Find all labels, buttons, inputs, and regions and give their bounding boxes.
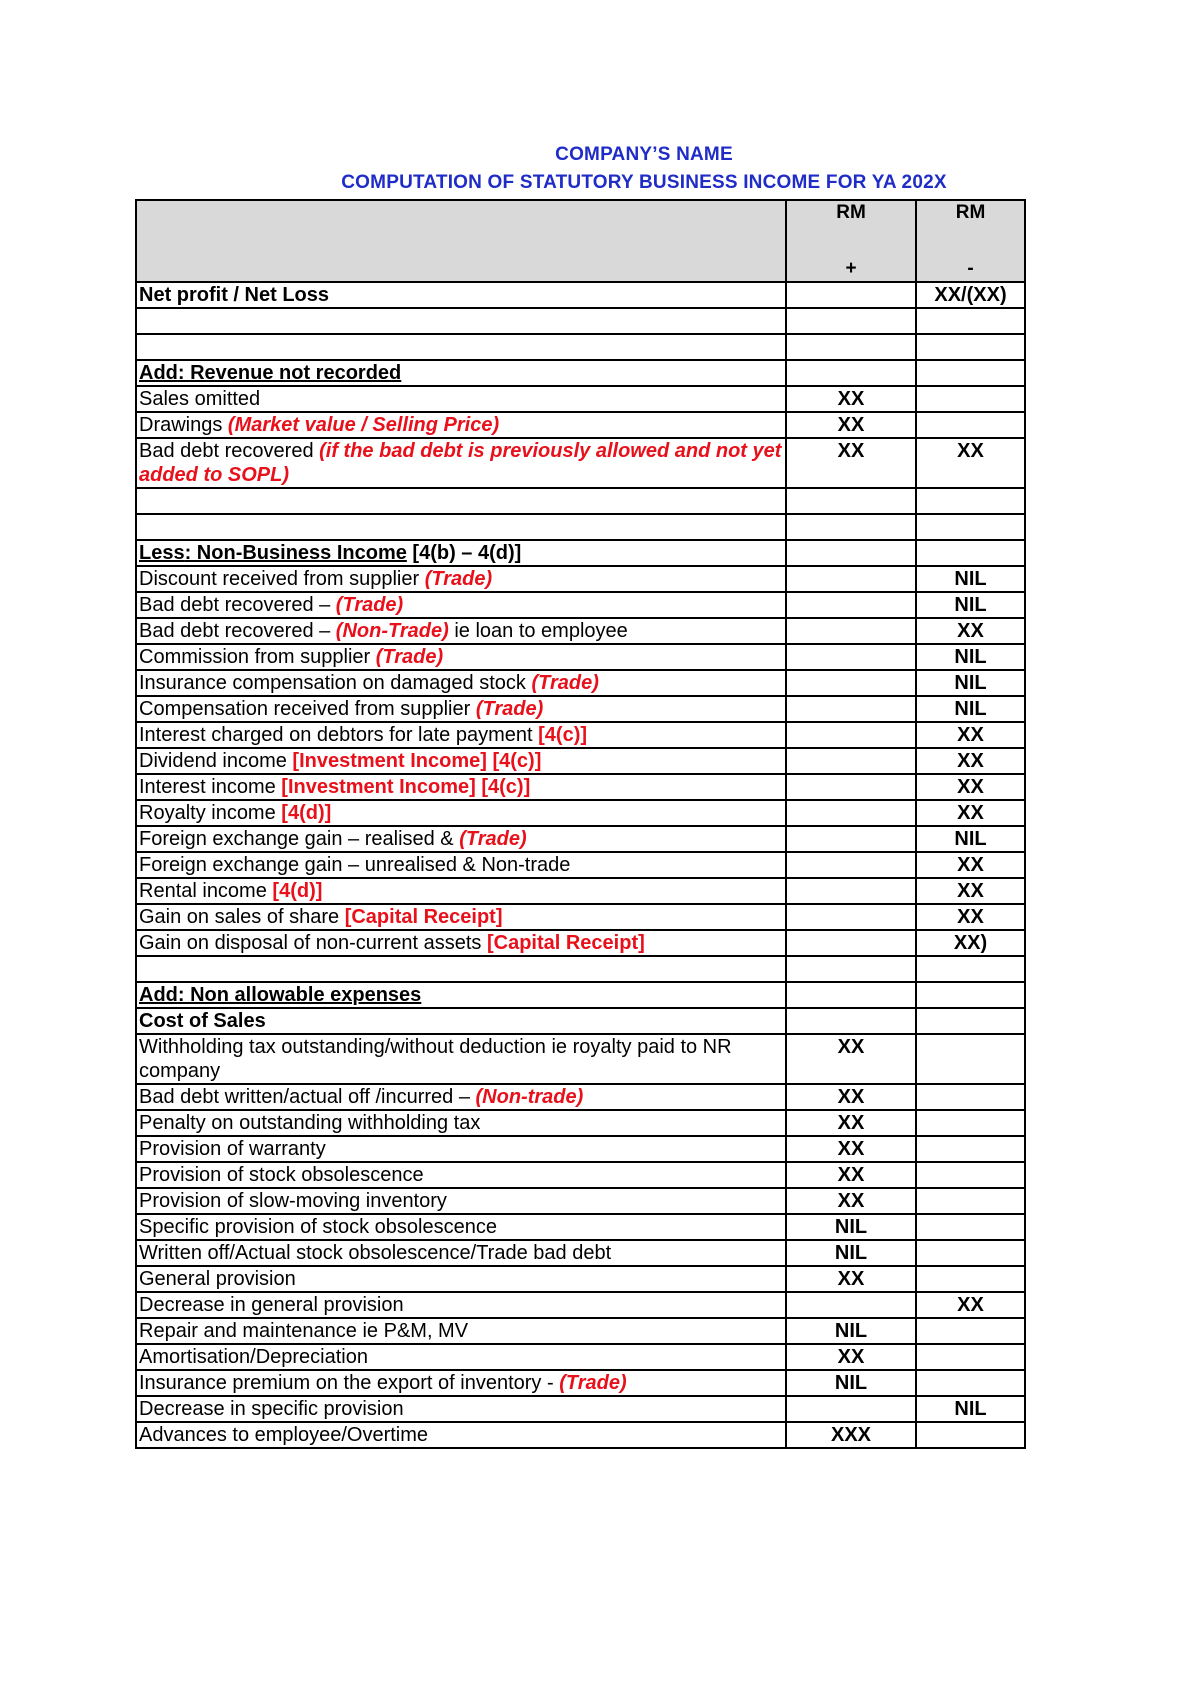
row-label: Drawings [139, 414, 228, 436]
row-label: Penalty on outstanding withholding tax [136, 1110, 786, 1136]
table-row [136, 1136, 1025, 1162]
row-label: Compensation received from supplier [139, 698, 476, 720]
table-row [136, 412, 1025, 438]
minus-value: XX [916, 852, 1025, 878]
row-label: Withholding tax outstanding/without deduction ie royalty paid to NR company [136, 1034, 786, 1084]
plus-value: XX [786, 1110, 916, 1136]
row-label: Bad debt recovered [139, 440, 320, 462]
section-prefix: Less [139, 542, 185, 564]
table-row [136, 1214, 1025, 1240]
row-label: Insurance premium on the export of inventory - [139, 1372, 560, 1394]
table-row [136, 1188, 1025, 1214]
table-row [136, 696, 1025, 722]
plus-value: NIL [786, 1214, 916, 1240]
row-label: Bad debt written/actual off /incurred – [139, 1086, 476, 1108]
row-label: Repair and maintenance ie P&M, MV [136, 1318, 786, 1344]
minus-value: NIL [916, 592, 1025, 618]
table-row [136, 1162, 1025, 1188]
table-row [136, 904, 1025, 930]
table-row [136, 800, 1025, 826]
plus-value: XXX [786, 1422, 916, 1448]
row-note: [4(c)] [538, 724, 588, 746]
row-label: Amortisation/Depreciation [136, 1344, 786, 1370]
section-heading: : Non allowable expenses [177, 984, 422, 1006]
minus-value: XX [916, 618, 1025, 644]
company-name-title: COMPANY’S NAME [555, 144, 733, 165]
section-heading-row [136, 982, 1025, 1008]
minus-value: XX [916, 1292, 1025, 1318]
table-row [136, 1318, 1025, 1344]
row-label: General provision [136, 1266, 786, 1292]
minus-value: XX [916, 722, 1025, 748]
minus-value: NIL [916, 644, 1025, 670]
row-note: [Investment Income] [4(c)] [292, 750, 542, 772]
section-heading: : Revenue not recorded [177, 362, 402, 384]
subheading-label: Cost of Sales [136, 1008, 786, 1034]
minus-value: XX [916, 748, 1025, 774]
net-profit-value: XX/(XX) [916, 282, 1025, 308]
section-prefix: Add [139, 984, 178, 1006]
table-row [136, 1344, 1025, 1370]
table-row [136, 1240, 1025, 1266]
table-row [136, 670, 1025, 696]
row-note: (Non-Trade) [335, 620, 449, 642]
row-note: (Trade) [459, 828, 527, 850]
minus-value: NIL [916, 670, 1025, 696]
row-note: (Trade) [424, 568, 493, 590]
table-row [136, 1110, 1025, 1136]
table-row [136, 308, 1025, 334]
computation-table [135, 199, 1026, 1449]
row-note: (Trade) [375, 646, 444, 668]
table-row [136, 878, 1025, 904]
table-row [136, 930, 1025, 956]
row-label: Rental income [139, 880, 273, 902]
plus-value: XX [786, 1266, 916, 1292]
table-row [136, 1292, 1025, 1318]
table-row [136, 722, 1025, 748]
plus-value: XX [786, 1084, 916, 1110]
row-label: Foreign exchange gain – unrealised & Non-trade [136, 852, 786, 878]
minus-value: XX [916, 438, 1025, 488]
plus-value: XX [786, 438, 916, 488]
row-label: Bad debt recovered – [139, 620, 336, 642]
section-heading-row [136, 540, 1025, 566]
rm-label: RM [836, 202, 866, 223]
header-blank-cell [136, 200, 786, 282]
row-note: [Investment Income] [4(c)] [281, 776, 531, 798]
row-label-suffix: ie loan to employee [448, 620, 628, 642]
row-label: Provision of stock obsolescence [136, 1162, 786, 1188]
table-row [136, 618, 1025, 644]
plus-value: XX [786, 386, 916, 412]
table-row [136, 1008, 1025, 1034]
section-reference: [4(b) – 4(d)] [406, 542, 522, 564]
table-row [136, 488, 1025, 514]
row-note: [Capital Receipt] [344, 906, 503, 928]
table-row [136, 514, 1025, 540]
minus-value: XX [916, 878, 1025, 904]
row-label: Bad debt recovered – [139, 594, 336, 616]
row-label: Sales omitted [136, 386, 786, 412]
row-note: (Trade) [531, 672, 599, 694]
table-row [136, 282, 1025, 308]
row-label: Decrease in specific provision [136, 1396, 786, 1422]
computation-title: COMPUTATION OF STATUTORY BUSINESS INCOME FOR YA 202X [341, 172, 947, 193]
row-label: Provision of slow-moving inventory [136, 1188, 786, 1214]
plus-value: XX [786, 1034, 916, 1084]
plus-value: XX [786, 412, 916, 438]
row-note: [4(d)] [281, 802, 332, 824]
table-row [136, 386, 1025, 412]
table-row [136, 1370, 1025, 1396]
row-label: Dividend income [139, 750, 293, 772]
minus-value: XX) [916, 930, 1025, 956]
section-heading: : Non-Business Income [184, 542, 407, 564]
header-row [136, 200, 1025, 282]
row-label: Royalty income [139, 802, 282, 824]
row-label: Commission from supplier [139, 646, 376, 668]
table-row [136, 1034, 1025, 1084]
plus-value: XX [786, 1188, 916, 1214]
row-label: Advances to employee/Overtime [136, 1422, 786, 1448]
table-row [136, 644, 1025, 670]
row-note: [4(d)] [272, 880, 323, 902]
table-row [136, 1422, 1025, 1448]
table-row [136, 774, 1025, 800]
header-minus-cell [916, 200, 1025, 282]
row-label: Insurance compensation on damaged stock [139, 672, 532, 694]
minus-value: XX [916, 774, 1025, 800]
plus-label: + [845, 258, 857, 279]
row-label: Gain on disposal of non-current assets [139, 932, 487, 954]
table-row [136, 1084, 1025, 1110]
table-row [136, 334, 1025, 360]
table-row [136, 1266, 1025, 1292]
minus-value: NIL [916, 696, 1025, 722]
section-prefix: Add [139, 362, 178, 384]
plus-value: NIL [786, 1240, 916, 1266]
minus-value: NIL [916, 566, 1025, 592]
header-plus-cell [786, 200, 916, 282]
row-note: (if the bad debt is previously allowed and not yet added to SOPL) [139, 440, 782, 486]
table-row [136, 748, 1025, 774]
minus-label: - [967, 258, 974, 279]
row-note: [Capital Receipt] [486, 932, 645, 954]
row-label: Foreign exchange gain – realised & [139, 828, 460, 850]
plus-value: XX [786, 1344, 916, 1370]
row-note: (Non-trade) [475, 1086, 584, 1108]
row-label: Gain on sales of share [139, 906, 345, 928]
table-row [136, 956, 1025, 982]
row-label: Specific provision of stock obsolescence [136, 1214, 786, 1240]
net-profit-label: Net profit / Net Loss [136, 282, 786, 308]
section-heading-row [136, 360, 1025, 386]
minus-value: NIL [916, 1396, 1025, 1422]
minus-value: XX [916, 800, 1025, 826]
row-label: Interest charged on debtors for late payment [139, 724, 539, 746]
rm-label: RM [955, 202, 986, 223]
table-row [136, 592, 1025, 618]
minus-value: XX [916, 904, 1025, 930]
row-label: Decrease in general provision [136, 1292, 786, 1318]
row-label: Interest income [139, 776, 282, 798]
table-row [136, 438, 1025, 488]
row-label: Written off/Actual stock obsolescence/Trade bad debt [136, 1240, 786, 1266]
table-row [136, 852, 1025, 878]
row-label: Provision of warranty [136, 1136, 786, 1162]
table-row [136, 1396, 1025, 1422]
table-row [136, 566, 1025, 592]
row-note: (Trade) [559, 1372, 627, 1394]
minus-value: NIL [916, 826, 1025, 852]
row-label: Discount received from supplier [139, 568, 425, 590]
plus-value: NIL [786, 1318, 916, 1344]
plus-value: XX [786, 1136, 916, 1162]
row-note: (Market value / Selling Price) [227, 414, 500, 436]
row-note: (Trade) [335, 594, 404, 616]
plus-value: NIL [786, 1370, 916, 1396]
row-note: (Trade) [475, 698, 544, 720]
plus-value: XX [786, 1162, 916, 1188]
table-row [136, 826, 1025, 852]
